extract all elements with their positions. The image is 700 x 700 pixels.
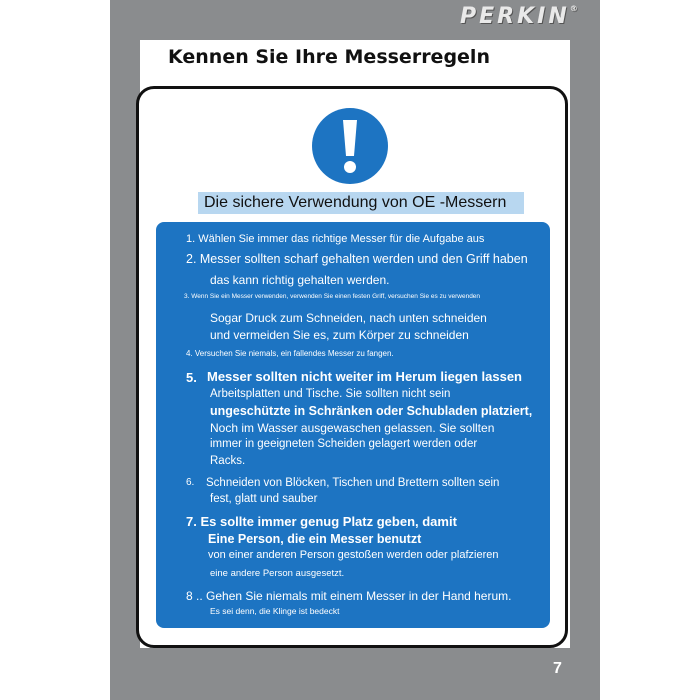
bottom-band [110,648,600,700]
page-number: 7 [553,660,562,677]
logo-text: PERKIN [460,4,570,29]
rule-line: 8 .. Gehen Sie niemals mit einem Messer in der Hand herum. [186,589,512,603]
rule-line: Arbeitsplatten und Tische. Sie sollten nicht sein [210,388,451,400]
rule-line: 3. Wenn Sie ein Messer verwenden, verwenden Sie einen festen Griff, versuchen Sie es zu verwenden [184,293,481,300]
right-margin [570,0,600,700]
rule-line: Eine Person, die ein Messer benutzt [208,532,422,546]
rule-line: und vermeiden Sie es, zum Körper zu schneiden [210,328,469,342]
rule-line: eine andere Person ausgesetzt. [210,568,345,579]
rule-line: fest, glatt und sauber [210,493,318,505]
rule-line: 2. Messer sollten scharf gehalten werden und den Griff haben [186,252,528,266]
perkin-logo [460,4,590,30]
rule-line: Racks. [210,455,246,467]
rule-line: immer in geeigneten Scheiden gelagert werden oder [210,438,478,450]
rule-line: Messer sollten nicht weiter im Herum liegen lassen [207,369,522,384]
rule-line: 7. Es sollte immer genug Platz geben, damit [186,514,457,529]
rule-line: Es sei denn, die Klinge ist bedeckt [210,606,340,616]
rule-line: Noch im Wasser ausgewaschen gelassen. Sie sollten [210,421,495,435]
rule-line: von einer anderen Person gestoßen werden oder plafzieren [208,549,499,561]
logo-reg-mark: ® [569,4,578,13]
rule-line: 4. Versuchen Sie niemals, ein fallendes Messer zu fangen. [186,349,394,358]
rule-line: ungeschützte in Schränken oder Schubladen platziert, [210,404,533,418]
rule-line: Schneiden von Blöcken, Tischen und Brettern sollten sein [206,477,500,489]
page-title: Kennen Sie Ihre Messerregeln [168,46,490,68]
rule-line: das kann richtig gehalten werden. [210,273,390,287]
rule-line: Sogar Druck zum Schneiden, nach unten schneiden [210,311,487,325]
rule-number: 6. [186,477,195,488]
sign-subtitle: Die sichere Verwendung von OE -Messern [204,194,507,211]
exclamation-mandatory-icon [310,106,390,186]
rule-number: 5. [186,370,197,385]
rule-line: 1. Wählen Sie immer das richtige Messer für die Aufgabe aus [186,233,485,245]
